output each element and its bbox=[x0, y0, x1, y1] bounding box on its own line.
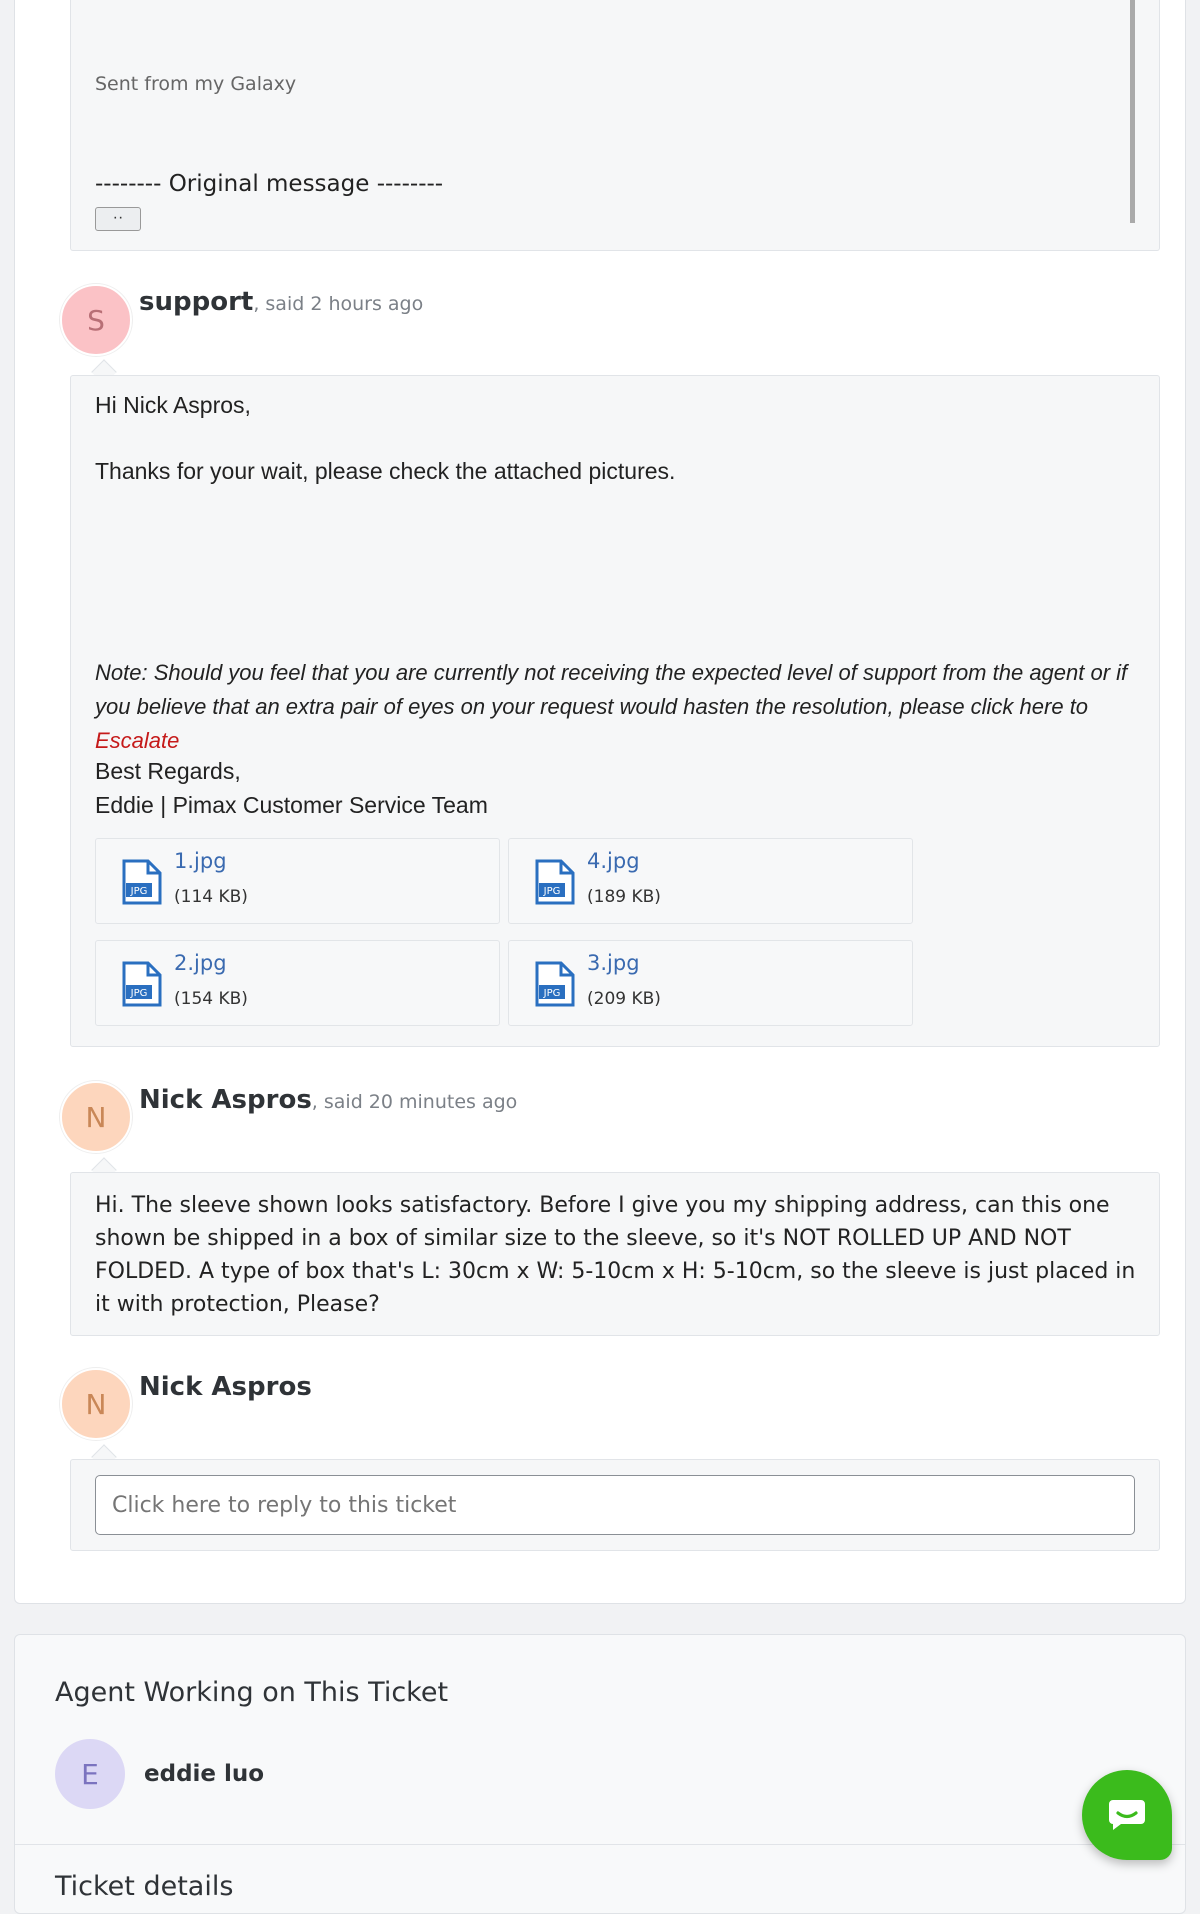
reply-author: Nick Aspros bbox=[139, 1372, 312, 1402]
message-signature: Sent from my Galaxy bbox=[95, 73, 297, 95]
scrollbar[interactable] bbox=[1130, 0, 1135, 223]
escalation-note bbox=[95, 656, 1145, 758]
attachment-size: (114 KB) bbox=[174, 887, 248, 907]
author-name: Nick Aspros bbox=[139, 1085, 312, 1115]
message-timestamp: , said 20 minutes ago bbox=[311, 1091, 518, 1113]
author-name: support bbox=[139, 287, 254, 317]
svg-text:JPG: JPG bbox=[130, 988, 148, 999]
jpg-file-icon bbox=[122, 859, 162, 905]
agent-card bbox=[14, 1634, 1186, 1914]
avatar-letter: E bbox=[81, 1757, 99, 1791]
reply-box bbox=[70, 1459, 1160, 1551]
jpg-file-icon bbox=[535, 961, 575, 1007]
attachment-size: (189 KB) bbox=[587, 887, 661, 907]
section-divider bbox=[15, 1844, 1185, 1845]
attachment-item[interactable] bbox=[95, 838, 500, 924]
previous-message-box bbox=[70, 0, 1160, 251]
message-author bbox=[139, 1085, 517, 1115]
svg-text:JPG: JPG bbox=[543, 886, 561, 897]
attachment-name[interactable]: 4.jpg bbox=[587, 849, 640, 873]
message-timestamp: , said 2 hours ago bbox=[253, 293, 424, 315]
avatar-letter: S bbox=[87, 303, 105, 337]
attachment-name[interactable]: 1.jpg bbox=[174, 849, 227, 873]
chat-icon bbox=[1107, 1798, 1147, 1832]
message-author bbox=[139, 287, 423, 317]
jpg-file-icon bbox=[535, 859, 575, 905]
svg-text:JPG: JPG bbox=[130, 886, 148, 897]
attachment-size: (209 KB) bbox=[587, 989, 661, 1009]
ticket-details-heading: Ticket details bbox=[55, 1871, 234, 1902]
escalate-link[interactable]: Escalate bbox=[95, 728, 180, 753]
attachment-item[interactable] bbox=[508, 940, 913, 1026]
reply-input[interactable] bbox=[95, 1475, 1135, 1535]
attachment-name[interactable]: 2.jpg bbox=[174, 951, 227, 975]
original-message-divider: -------- Original message -------- bbox=[95, 171, 444, 197]
attachment-item[interactable] bbox=[508, 838, 913, 924]
avatar-letter: N bbox=[85, 1100, 107, 1134]
avatar bbox=[60, 1081, 132, 1153]
avatar bbox=[60, 284, 132, 356]
message-body: Hi. The sleeve shown looks satisfactory. Before I give you my shipping address, can this one shown be shipped in a box of similar size to the sleeve, so it's NOT ROLLED UP AND NOT FOLDED. A type of box that's L: 30cm x W: 5-10cm x H: 5-10cm, so the sleeve is just placed in it with protection, Please? bbox=[95, 1193, 1136, 1317]
message-regards: Best Regards, bbox=[95, 758, 241, 784]
agent-avatar bbox=[55, 1739, 125, 1809]
avatar bbox=[60, 1368, 132, 1440]
message-greeting: Hi Nick Aspros, bbox=[95, 392, 251, 418]
message-box bbox=[70, 375, 1160, 1047]
agent-name: eddie luo bbox=[144, 1761, 265, 1787]
attachment-name[interactable]: 3.jpg bbox=[587, 951, 640, 975]
attachment-item[interactable] bbox=[95, 940, 500, 1026]
jpg-file-icon bbox=[122, 961, 162, 1007]
note-text: Note: Should you feel that you are currently not receiving the expected level of support from the agent or if you believe that an extra pair of eyes on your request would hasten the resolution, please click here to bbox=[95, 660, 1128, 719]
expand-quoted-button[interactable]: ·· bbox=[95, 207, 141, 231]
message-body: Thanks for your wait, please check the attached pictures. bbox=[95, 458, 676, 484]
avatar-letter: N bbox=[85, 1387, 107, 1421]
svg-text:JPG: JPG bbox=[543, 988, 561, 999]
ticket-thread-card bbox=[14, 0, 1186, 1604]
agent-section-heading: Agent Working on This Ticket bbox=[55, 1677, 449, 1708]
message-signature: Eddie | Pimax Customer Service Team bbox=[95, 792, 488, 818]
attachment-size: (154 KB) bbox=[174, 989, 248, 1009]
chat-button[interactable] bbox=[1082, 1770, 1172, 1860]
message-box bbox=[70, 1172, 1160, 1336]
